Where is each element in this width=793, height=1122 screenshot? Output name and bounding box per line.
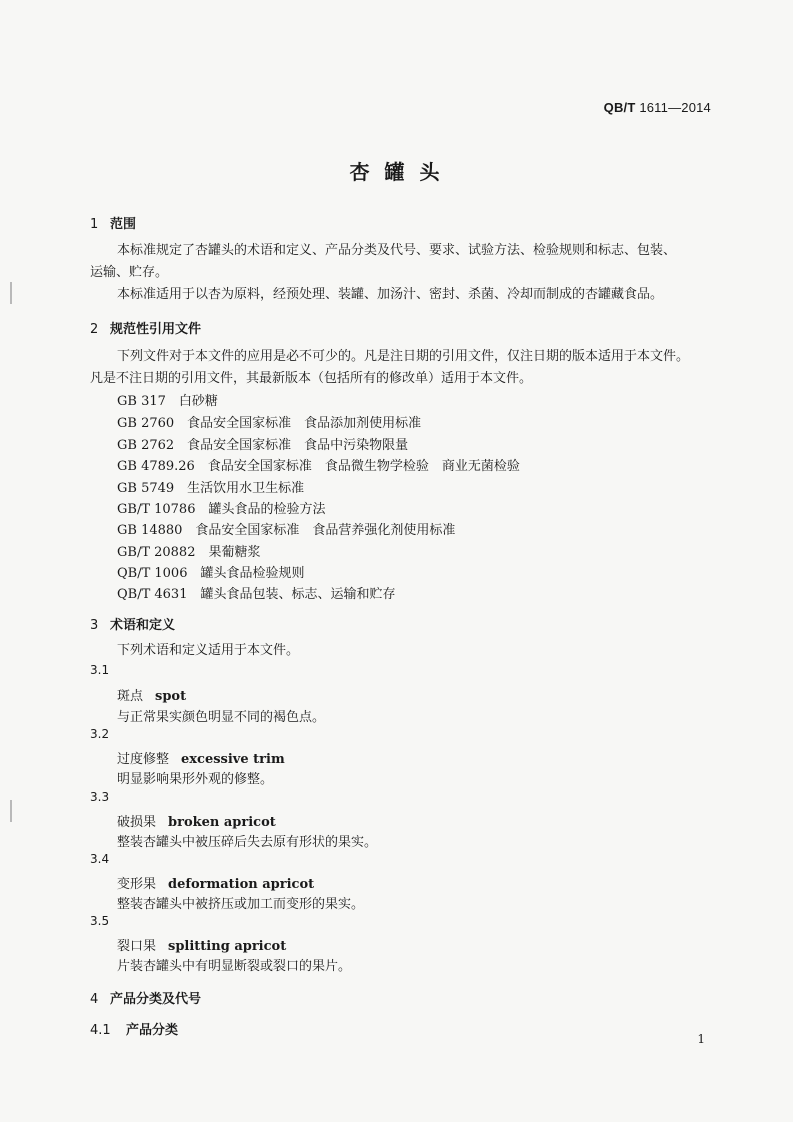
reference-item: QB/T 4631 罐头食品包装、标志、运输和贮存 <box>117 587 396 602</box>
term-zh: 破损果 <box>117 815 157 830</box>
reference-item: GB/T 20882 果葡糖浆 <box>117 545 261 560</box>
reference-item: GB 14880 食品安全国家标准 食品营养强化剂使用标准 <box>117 523 456 538</box>
term-entry <box>117 935 286 954</box>
section-1-heading <box>90 213 136 232</box>
page-number: 1 <box>697 1032 705 1046</box>
reference-item: GB/T 10786 罐头食品的检验方法 <box>117 502 326 517</box>
reference-item: GB 2762 食品安全国家标准 食品中污染物限量 <box>117 438 409 453</box>
term-number: 3.2 <box>90 727 110 741</box>
section-title: 术语和定义 <box>110 618 176 633</box>
term-en: broken apricot <box>168 815 276 830</box>
term-zh: 裂口果 <box>117 939 157 954</box>
section-number: 3 <box>90 618 99 633</box>
scan-edge-mark <box>10 800 12 822</box>
section-number: 4.1 <box>90 1023 111 1038</box>
term-definition: 片装杏罐头中有明显断裂或裂口的果片。 <box>117 959 352 974</box>
reference-item: GB 2760 食品安全国家标准 食品添加剂使用标准 <box>117 416 422 431</box>
term-number: 3.4 <box>90 852 110 866</box>
term-zh: 变形果 <box>117 877 157 892</box>
paragraph: 下列文件对于本文件的应用是必不可少的。凡是注日期的引用文件，仅注日期的版本适用于本文件。 <box>117 349 690 364</box>
term-en: excessive trim <box>181 752 285 767</box>
section-2-heading <box>90 318 201 337</box>
reference-item: GB 4789.26 食品安全国家标准 食品微生物学检验 商业无菌检验 <box>117 459 520 474</box>
section-4-heading <box>90 988 201 1007</box>
standard-code-number: 1611—2014 <box>639 100 711 115</box>
term-definition: 与正常果实颜色明显不同的褐色点。 <box>117 710 326 725</box>
term-entry <box>117 748 285 767</box>
term-en: deformation apricot <box>168 877 315 892</box>
standard-code <box>604 100 711 115</box>
term-en: spot <box>155 689 187 704</box>
term-en: splitting apricot <box>168 939 287 954</box>
section-title: 规范性引用文件 <box>110 322 202 337</box>
section-title: 产品分类及代号 <box>110 992 202 1007</box>
paragraph-continuation: 运输、贮存。 <box>90 265 169 280</box>
term-definition: 明显影响果形外观的修整。 <box>117 772 274 787</box>
term-definition: 整装杏罐头中被压碎后失去原有形状的果实。 <box>117 835 378 850</box>
page-title: 杏 罐 头 <box>349 160 444 184</box>
paragraph: 下列术语和定义适用于本文件。 <box>117 643 300 658</box>
scan-edge-mark <box>10 282 12 304</box>
paragraph: 本标准规定了杏罐头的术语和定义、产品分类及代号、要求、试验方法、检验规则和标志、包装、 <box>117 243 677 258</box>
section-number: 4 <box>90 992 99 1007</box>
section-title: 范围 <box>110 217 137 232</box>
subsection-4-1-heading <box>90 1019 178 1038</box>
term-zh: 斑点 <box>117 689 144 704</box>
paragraph: 本标准适用于以杏为原料，经预处理、装罐、加汤汁、密封、杀菌、冷却而制成的杏罐藏食品。 <box>117 287 664 302</box>
term-zh: 过度修整 <box>117 752 170 767</box>
section-3-heading <box>90 614 175 633</box>
section-number: 2 <box>90 322 99 337</box>
term-entry <box>117 811 276 830</box>
term-entry <box>117 685 186 704</box>
term-number: 3.1 <box>90 663 110 677</box>
term-number: 3.5 <box>90 914 110 928</box>
term-number: 3.3 <box>90 790 110 804</box>
term-definition: 整装杏罐头中被挤压或加工而变形的果实。 <box>117 897 365 912</box>
standard-code-prefix: QB/T <box>603 100 636 115</box>
section-title: 产品分类 <box>126 1023 179 1038</box>
paragraph-continuation: 凡是不注日期的引用文件，其最新版本（包括所有的修改单）适用于本文件。 <box>90 371 533 386</box>
section-number: 1 <box>90 217 99 232</box>
reference-item: QB/T 1006 罐头食品检验规则 <box>117 566 305 581</box>
reference-item: GB 317 白砂糖 <box>117 394 218 409</box>
reference-item: GB 5749 生活饮用水卫生标准 <box>117 481 305 496</box>
term-entry <box>117 873 314 892</box>
